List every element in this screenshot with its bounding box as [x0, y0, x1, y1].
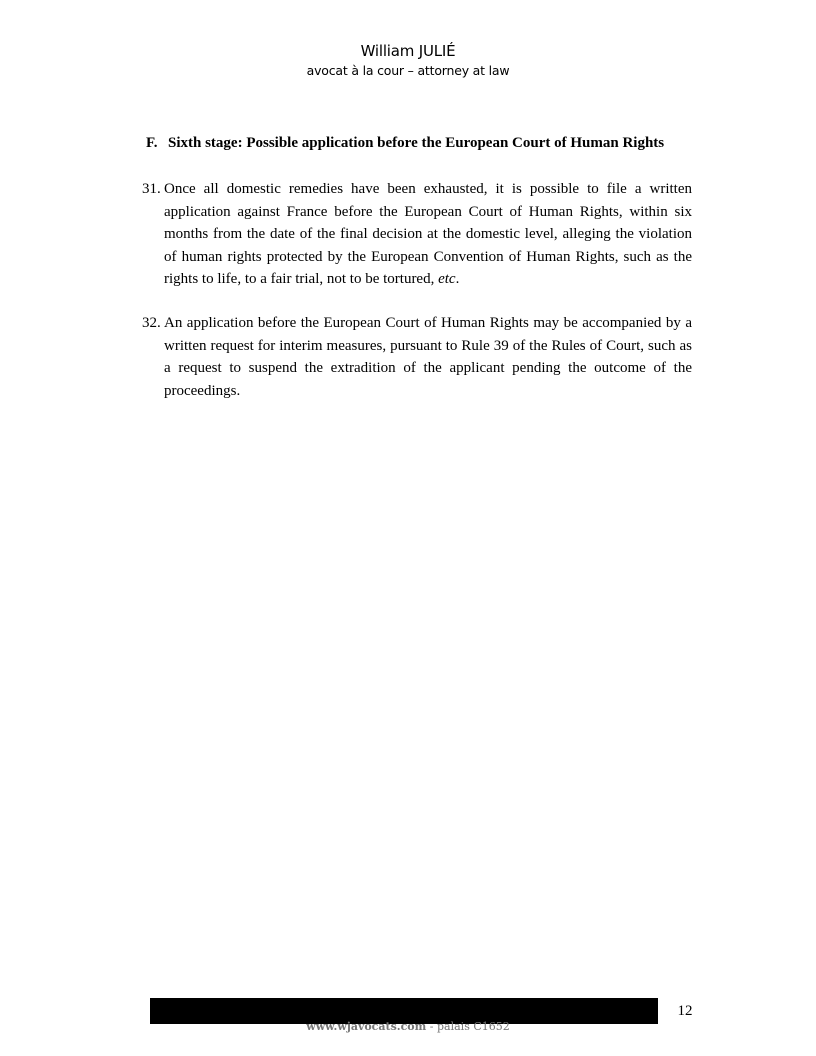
- attorney-title: avocat à la cour – attorney at law: [306, 63, 510, 78]
- section-heading: [146, 133, 706, 153]
- letterhead: [0, 40, 816, 80]
- paragraph-text: Once all domestic remedies have been exhausted, it is possible to file a written application against France before the European Court of Human Rights, within six months from the date of the final decision at the domestic level, alleging the violation of human rights protected by the European Convention of Human Rights, such as the rights to life, to a fair trial, not to be tortured,: [164, 181, 692, 287]
- page-number: 12: [677, 1003, 693, 1019]
- paragraph-italic-tail: etc: [438, 271, 456, 287]
- paragraph-number: 32.: [142, 315, 161, 331]
- section-letter: F.: [146, 135, 158, 151]
- footer-separator: -: [426, 1020, 437, 1033]
- paragraph-number: 31.: [142, 181, 161, 197]
- footer-contact: [0, 1020, 816, 1033]
- attorney-name: William JULIÉ: [360, 42, 456, 60]
- paragraph-body: [164, 178, 692, 291]
- paragraph-31: [142, 178, 692, 291]
- section-heading-text: Sixth stage: Possible application before the European Court of Human Rights: [168, 135, 665, 151]
- footer-website: www.wjavocats.com: [306, 1020, 427, 1033]
- paragraph-body: [164, 312, 692, 402]
- footer-location: palais C1652: [437, 1020, 510, 1033]
- paragraph-text: An application before the European Court of Human Rights may be accompanied by a written request for interim measures, pursuant to Rule 39 of the Rules of Court, such as a request to suspend the extradition of the applicant pending the outcome of the proceedings.: [164, 315, 692, 399]
- paragraph-tail-end: .: [455, 271, 460, 287]
- paragraph-32: [142, 312, 692, 402]
